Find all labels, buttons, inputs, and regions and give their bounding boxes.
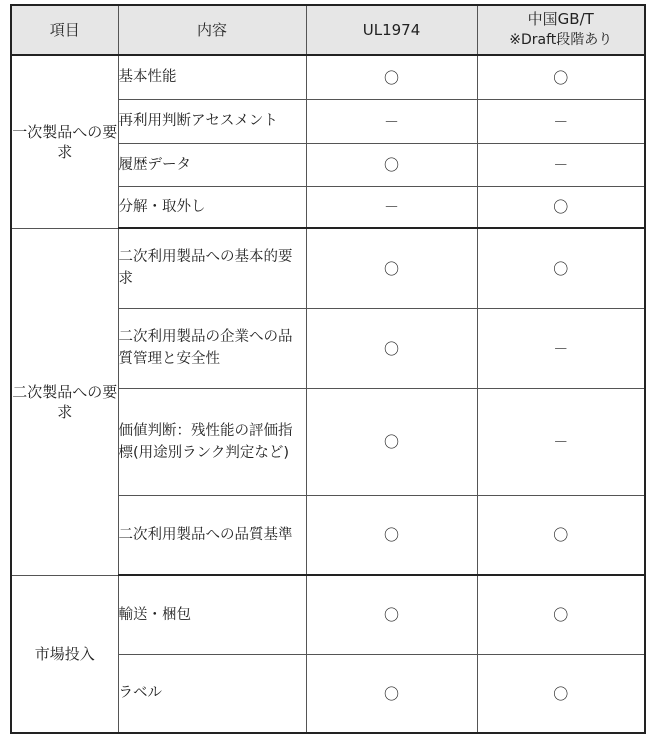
ul-mark: 〇 (306, 308, 477, 388)
content-cell: 二次利用製品への品質基準 (118, 495, 306, 575)
content-cell: 分解・取外し (118, 186, 306, 228)
category-market-launch: 市場投入 (11, 575, 118, 733)
header-gbt (477, 5, 645, 55)
gb-mark: 〇 (477, 228, 645, 308)
gb-mark: 〇 (477, 186, 645, 228)
gb-mark: 〇 (477, 654, 645, 733)
header-content: 内容 (118, 5, 306, 55)
gb-mark: 〇 (477, 495, 645, 575)
gb-mark: － (477, 388, 645, 495)
header-category: 項目 (11, 5, 118, 55)
content-cell: 履歴データ (118, 143, 306, 186)
gb-mark: 〇 (477, 55, 645, 99)
content-cell: ラベル (118, 654, 306, 733)
table-row (11, 228, 645, 308)
ul-mark: 〇 (306, 575, 477, 654)
content-cell: 二次利用製品への基本的要求 (118, 228, 306, 308)
category-secondary-product: 二次製品への要求 (11, 228, 118, 575)
header-gbt-note: ※Draft段階あり (509, 32, 613, 48)
ul-mark: 〇 (306, 143, 477, 186)
content-cell: 再利用判断アセスメント (118, 99, 306, 143)
content-cell: 基本性能 (118, 55, 306, 99)
ul-mark: 〇 (306, 654, 477, 733)
ul-mark: 〇 (306, 388, 477, 495)
ul-mark: － (306, 186, 477, 228)
ul-mark: 〇 (306, 495, 477, 575)
gb-mark: － (477, 143, 645, 186)
header-gbt-title: 中国GB/T (527, 10, 594, 28)
gb-mark: － (477, 99, 645, 143)
category-primary-product: 一次製品への要求 (11, 55, 118, 228)
gb-mark: 〇 (477, 575, 645, 654)
content-cell: 二次利用製品の企業への品質管理と安全性 (118, 308, 306, 388)
content-cell: 輸送・梱包 (118, 575, 306, 654)
header-ul1974: UL1974 (306, 5, 477, 55)
table-row (11, 55, 645, 99)
table-row (11, 575, 645, 654)
header-row (11, 5, 645, 55)
content-cell: 価値判断：残性能の評価指標(用途別ランク判定など) (118, 388, 306, 495)
comparison-table (10, 4, 646, 734)
gb-mark: － (477, 308, 645, 388)
ul-mark: － (306, 99, 477, 143)
ul-mark: 〇 (306, 55, 477, 99)
ul-mark: 〇 (306, 228, 477, 308)
